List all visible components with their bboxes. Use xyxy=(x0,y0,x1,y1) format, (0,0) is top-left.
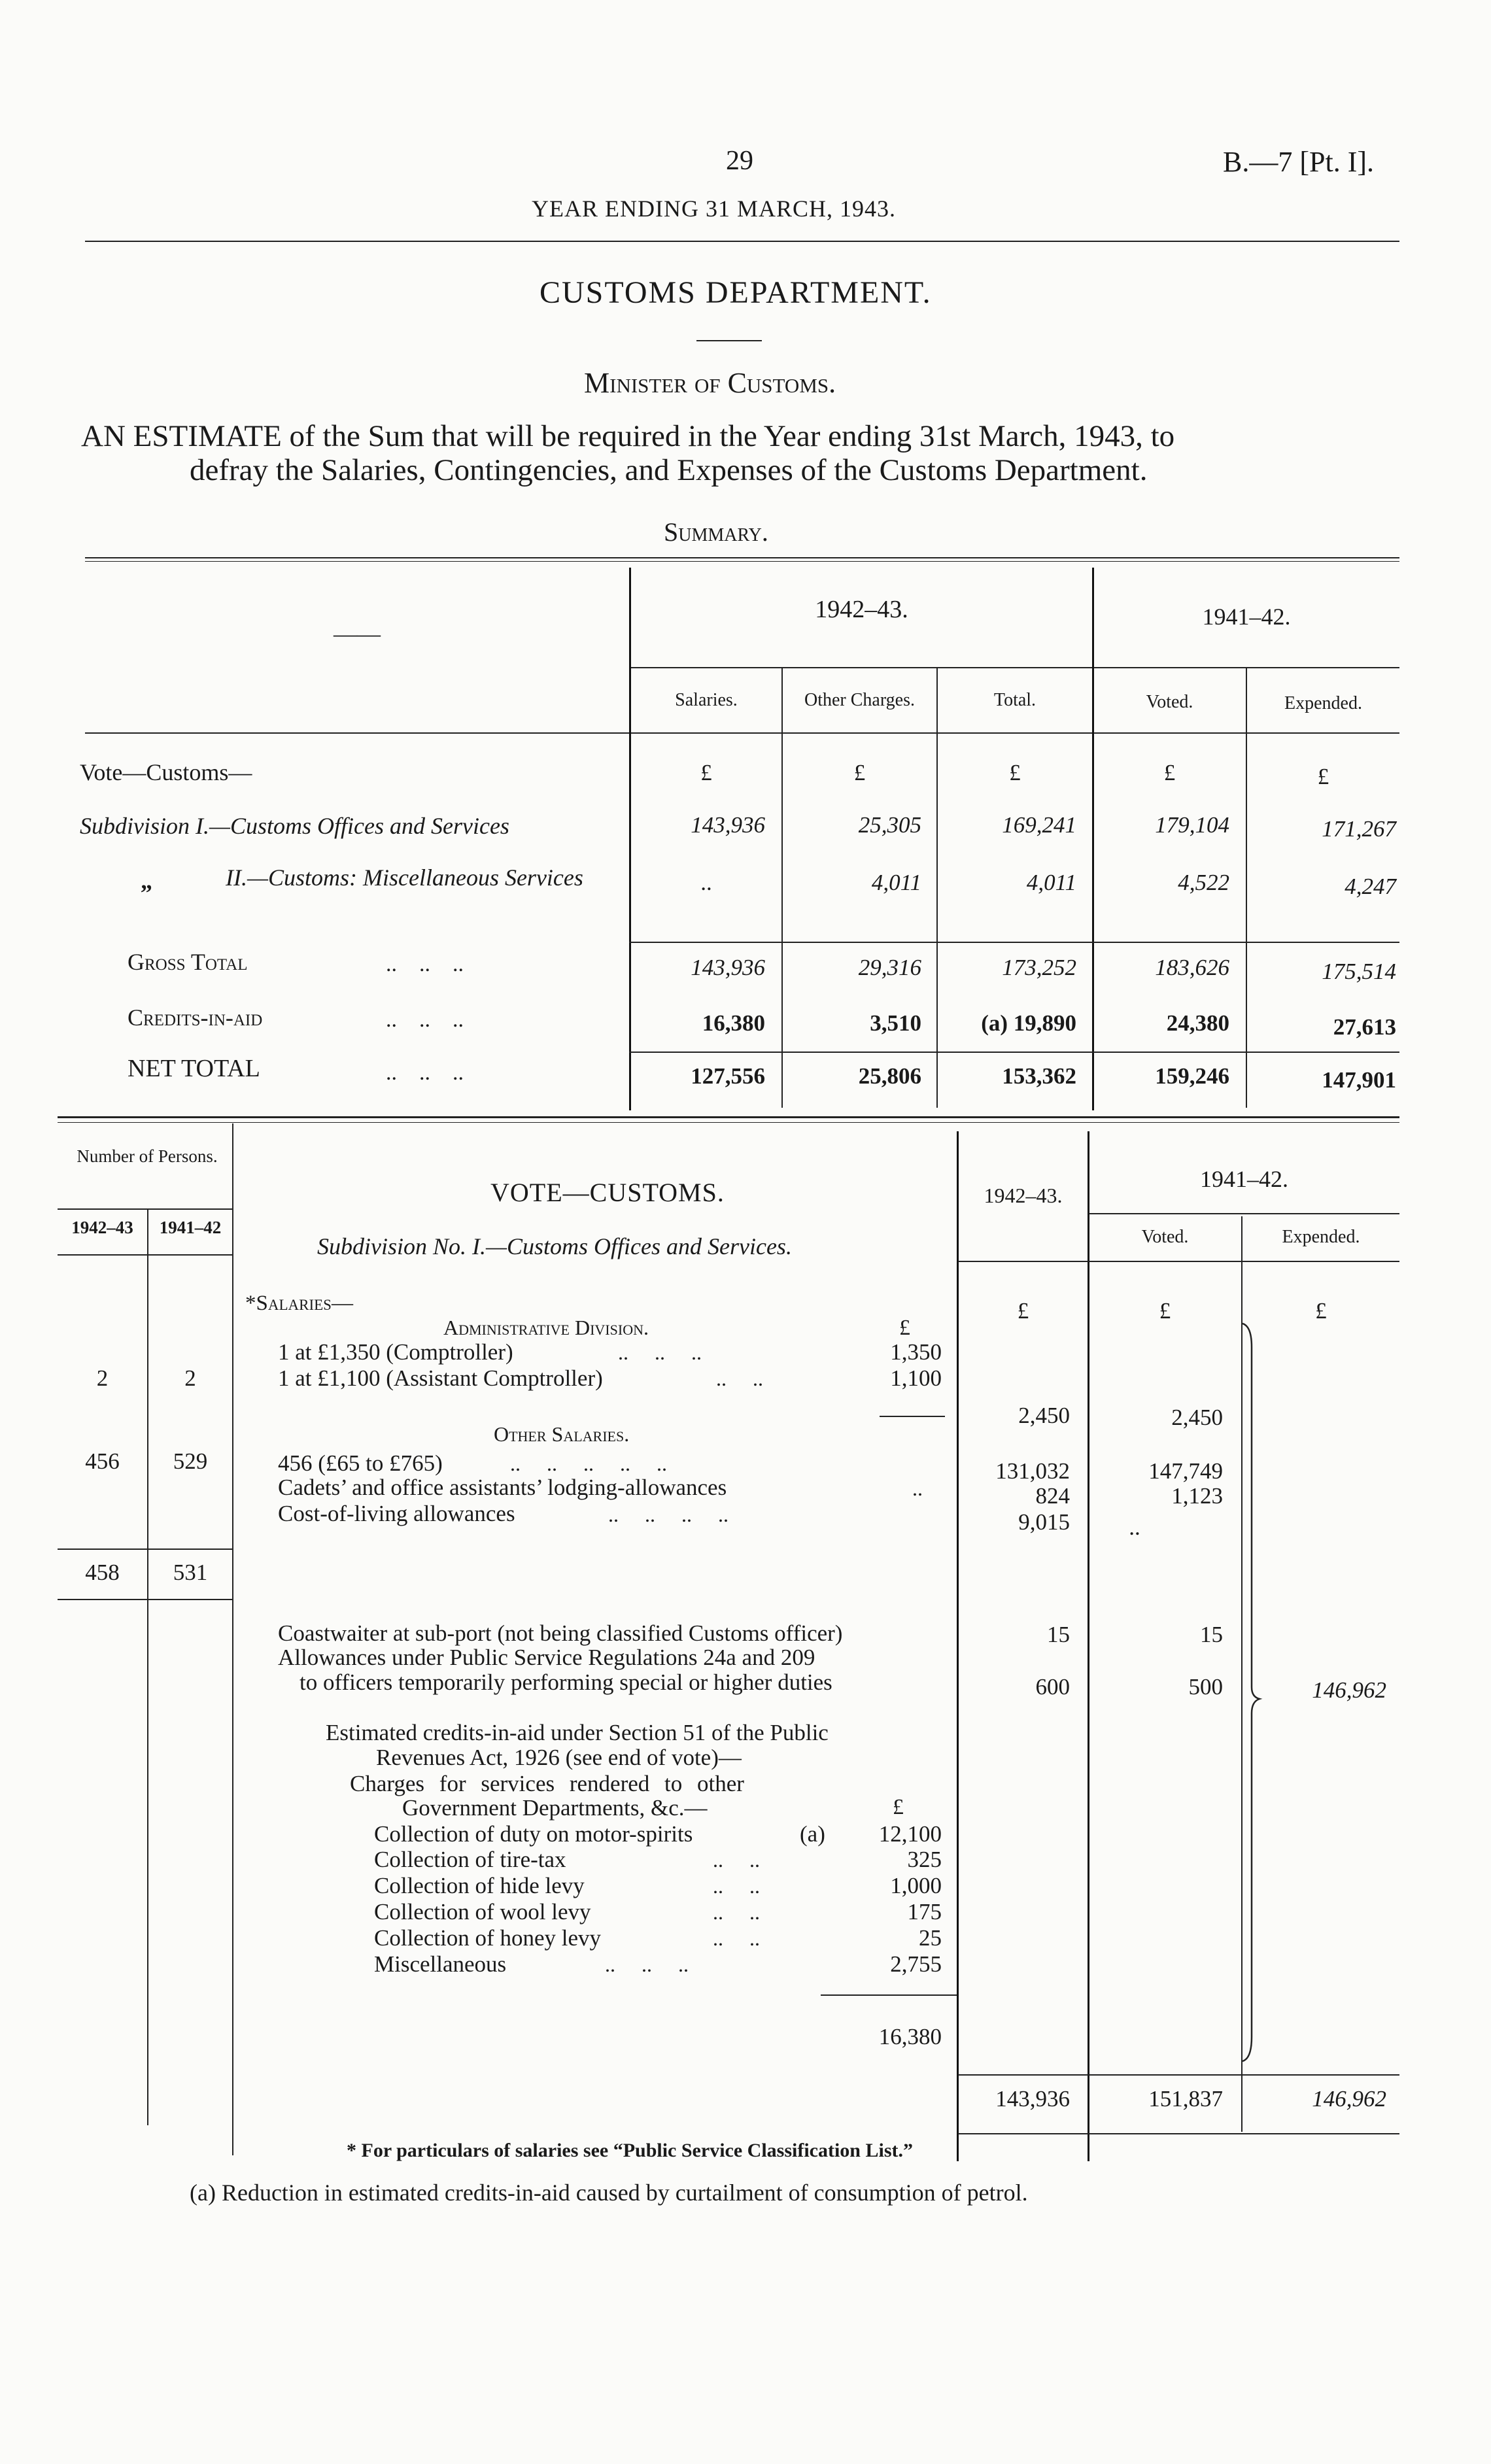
persons-col-1942: 1942–43 xyxy=(71,1218,133,1237)
vote-year-previous: 1941–42. xyxy=(1200,1166,1288,1192)
summary-cell: 169,241 xyxy=(1002,812,1076,838)
credit-row-text: Collection of wool levy xyxy=(374,1899,591,1925)
total-voted: 151,837 xyxy=(1148,2086,1223,2112)
summary-cell: 173,252 xyxy=(1002,955,1076,980)
summary-cell: 25,305 xyxy=(858,812,921,838)
credit-amount: 325 xyxy=(907,1847,942,1872)
salaries-footnote: * For particulars of salaries see “Public Service Classification List.” xyxy=(347,2140,914,2161)
other-voted: .. xyxy=(1129,1514,1140,1540)
currency-voted: £ xyxy=(1159,1298,1171,1324)
summary-year-current: 1942–43. xyxy=(815,596,908,623)
credit-row-text: Miscellaneous xyxy=(374,1951,507,1977)
col-voted: Voted. xyxy=(1146,692,1193,712)
summary-cell: .. xyxy=(700,870,712,895)
leader-dots: .. .. xyxy=(713,1900,760,1924)
summary-cell: 24,380 xyxy=(1166,1010,1229,1036)
leader-dots: .. .. .. xyxy=(618,1341,702,1364)
admin-amount: 1,350 xyxy=(890,1339,942,1365)
other-voted: 1,123 xyxy=(1171,1483,1223,1509)
expended-bracket-amount: 146,962 xyxy=(1312,1677,1386,1703)
salaries-heading: *Salaries— xyxy=(245,1292,353,1315)
leader-dots: .. .. xyxy=(713,1874,760,1898)
estimate-line-1: AN ESTIMATE of the Sum that will be required in the Year ending 31st March, 1943, to xyxy=(81,419,1175,453)
admin-row-text: 1 at £1,100 (Assistant Comptroller) xyxy=(278,1365,603,1391)
credit-row-text: Collection of tire-tax xyxy=(374,1847,566,1872)
credits-currency: £ xyxy=(893,1795,904,1819)
allowances-current: 600 xyxy=(1035,1674,1070,1700)
footnote-a: (a) Reduction in estimated credits-in-aid caused by curtailment of consumption of petrol. xyxy=(190,2180,1028,2206)
stub-dash: —— xyxy=(334,621,381,647)
other-row-text: Cadets’ and office assistants’ lodging-allowances xyxy=(278,1475,727,1500)
other-row-text: Cost-of-living allowances xyxy=(278,1501,515,1526)
summary-cell: 16,380 xyxy=(702,1010,765,1036)
currency-expended: £ xyxy=(1317,764,1329,789)
summary-year-previous: 1941–42. xyxy=(1202,604,1291,630)
leader-dots: .. .. xyxy=(716,1367,763,1390)
other-current: 824 xyxy=(1035,1483,1070,1509)
currency-current: £ xyxy=(1017,1298,1029,1324)
total-expended: 146,962 xyxy=(1312,2086,1386,2112)
summary-cell: 27,613 xyxy=(1333,1014,1396,1040)
admin-division-heading: Administrative Division. xyxy=(443,1316,649,1339)
leader-dots: (a) xyxy=(800,1821,825,1847)
summary-cell: 29,316 xyxy=(858,955,921,980)
document-reference: B.—7 [Pt. I]. xyxy=(1223,146,1374,178)
expended-brace xyxy=(1240,1321,1273,2063)
department-title: CUSTOMS DEPARTMENT. xyxy=(540,275,932,310)
credit-amount: 12,100 xyxy=(878,1821,942,1847)
persons-header: Number of Persons. xyxy=(77,1146,218,1166)
persons-1942: 2 xyxy=(96,1365,109,1391)
currency-other: £ xyxy=(853,760,866,785)
summary-cell: 183,626 xyxy=(1155,955,1229,980)
summary-header-rule xyxy=(85,732,1399,734)
persons-1941: 2 xyxy=(184,1365,196,1391)
summary-cell: 127,556 xyxy=(691,1063,765,1089)
leader-dots: .. .. .. .. xyxy=(608,1503,728,1526)
admin-row-text: 1 at £1,350 (Comptroller) xyxy=(278,1339,513,1365)
summary-row-label: Credits-in-aid xyxy=(128,1004,263,1031)
summary-cell: 4,522 xyxy=(1178,870,1229,895)
coastwaiter-current: 15 xyxy=(1047,1622,1070,1647)
currency-sub: £ xyxy=(899,1316,910,1340)
summary-year-rule xyxy=(631,667,1399,668)
credit-row-text: Collection of honey levy xyxy=(374,1925,602,1951)
persons-1941: 529 xyxy=(173,1448,208,1474)
currency-voted: £ xyxy=(1163,760,1176,785)
col-other-charges: Other Charges. xyxy=(804,690,915,710)
vote-title: VOTE—CUSTOMS. xyxy=(490,1178,725,1207)
other-salaries-heading: Other Salaries. xyxy=(494,1422,630,1446)
vote-col-voted: Voted. xyxy=(1141,1227,1189,1247)
summary-row-label: Subdivision I.—Customs Offices and Services xyxy=(80,813,509,839)
persons-total-1942: 458 xyxy=(85,1560,120,1585)
credits-line-2: Revenues Act, 1926 (see end of vote)— xyxy=(376,1745,742,1770)
estimate-line-2: defray the Salaries, Contingencies, and Expenses of the Customs Department. xyxy=(190,453,1148,487)
vote-top-rule xyxy=(58,1116,1399,1118)
leader-dots: .. .. xyxy=(713,1926,760,1950)
summary-cell: (a) 19,890 xyxy=(981,1010,1076,1036)
currency-salaries: £ xyxy=(700,760,712,785)
summary-cell: 3,510 xyxy=(870,1010,921,1036)
ditto-mark: „ xyxy=(141,868,152,894)
col-salaries: Salaries. xyxy=(675,690,738,710)
credits-line-3: Charges for services rendered to other xyxy=(350,1771,744,1796)
persons-col-1941: 1941–42 xyxy=(159,1218,222,1237)
summary-cell: 171,267 xyxy=(1322,816,1396,842)
leader-dots: .. .. .. .. .. xyxy=(510,1452,667,1475)
summary-cell: 25,806 xyxy=(858,1063,921,1089)
col-expended: Expended. xyxy=(1284,693,1362,713)
credit-amount: 25 xyxy=(919,1925,942,1951)
vote-label: Vote—Customs— xyxy=(80,759,252,785)
summary-cell: 159,246 xyxy=(1155,1063,1229,1089)
leader-dots: .. .. .. xyxy=(386,952,464,976)
summary-top-rule xyxy=(85,557,1399,558)
summary-cell: 179,104 xyxy=(1155,812,1229,838)
leader-dots: .. .. .. xyxy=(386,1061,464,1085)
credits-total: 16,380 xyxy=(878,2024,942,2049)
leader-dots: .. .. .. xyxy=(605,1953,689,1976)
coastwaiter-text: Coastwaiter at sub-port (not being classified Customs officer) xyxy=(278,1620,843,1646)
other-voted: 147,749 xyxy=(1148,1458,1223,1484)
currency-expended: £ xyxy=(1315,1298,1327,1324)
summary-cell: 4,011 xyxy=(1026,870,1076,895)
minister-line: Minister of Customs. xyxy=(584,367,836,399)
other-current: 131,032 xyxy=(995,1458,1070,1484)
year-line: YEAR ENDING 31 MARCH, 1943. xyxy=(532,196,896,222)
total-current: 143,936 xyxy=(995,2086,1070,2112)
credits-line-1: Estimated credits-in-aid under Section 51 of the Public xyxy=(326,1720,829,1745)
summary-heading: Summary. xyxy=(664,517,768,547)
vote-col-expended: Expended. xyxy=(1282,1227,1360,1247)
summary-cell: 175,514 xyxy=(1322,959,1396,984)
subdivision-title: Subdivision No. I.—Customs Offices and Services. xyxy=(317,1233,792,1259)
credit-row-text: Collection of duty on motor-spirits xyxy=(374,1821,693,1847)
currency-total: £ xyxy=(1009,760,1021,785)
allowances-voted: 500 xyxy=(1188,1674,1223,1700)
credit-row-text: Collection of hide levy xyxy=(374,1873,585,1898)
allowances-line-2: to officers temporarily performing special or higher duties xyxy=(300,1669,832,1695)
summary-cell: 4,247 xyxy=(1345,874,1396,899)
admin-total-voted: 2,450 xyxy=(1171,1405,1223,1430)
header-rule xyxy=(85,241,1399,242)
credit-amount: 175 xyxy=(907,1899,942,1925)
persons-1942: 456 xyxy=(85,1448,120,1474)
coastwaiter-voted: 15 xyxy=(1200,1622,1223,1647)
summary-row-label: II.—Customs: Miscellaneous Services xyxy=(226,864,583,891)
other-current: 9,015 xyxy=(1018,1509,1070,1535)
credits-line-4: Government Departments, &c.— xyxy=(402,1795,708,1821)
summary-cell: 4,011 xyxy=(871,870,921,895)
title-rule xyxy=(696,340,762,341)
summary-row-label: Gross Total xyxy=(128,949,248,975)
summary-cell: 143,936 xyxy=(691,955,765,980)
col-total: Total. xyxy=(993,690,1037,710)
other-row-text: 456 (£65 to £765) xyxy=(278,1450,443,1476)
allowances-line-1: Allowances under Public Service Regulations 24a and 209 xyxy=(278,1645,815,1670)
admin-total-current: 2,450 xyxy=(1018,1403,1070,1428)
leader-dots: .. .. .. xyxy=(386,1008,464,1032)
vote-year-current: 1942–43. xyxy=(984,1184,1063,1207)
summary-cell: 143,936 xyxy=(691,812,765,838)
leader-dots: .. .. xyxy=(713,1848,760,1872)
persons-total-1941: 531 xyxy=(173,1560,208,1585)
admin-amount: 1,100 xyxy=(890,1365,942,1391)
credit-amount: 1,000 xyxy=(890,1873,942,1898)
credit-amount: 2,755 xyxy=(890,1951,942,1977)
summary-cell: 153,362 xyxy=(1002,1063,1076,1089)
summary-cell: 147,901 xyxy=(1322,1067,1396,1093)
summary-row-label: NET TOTAL xyxy=(128,1055,260,1082)
page-number: 29 xyxy=(726,146,753,176)
leader-dots: .. xyxy=(912,1477,923,1500)
